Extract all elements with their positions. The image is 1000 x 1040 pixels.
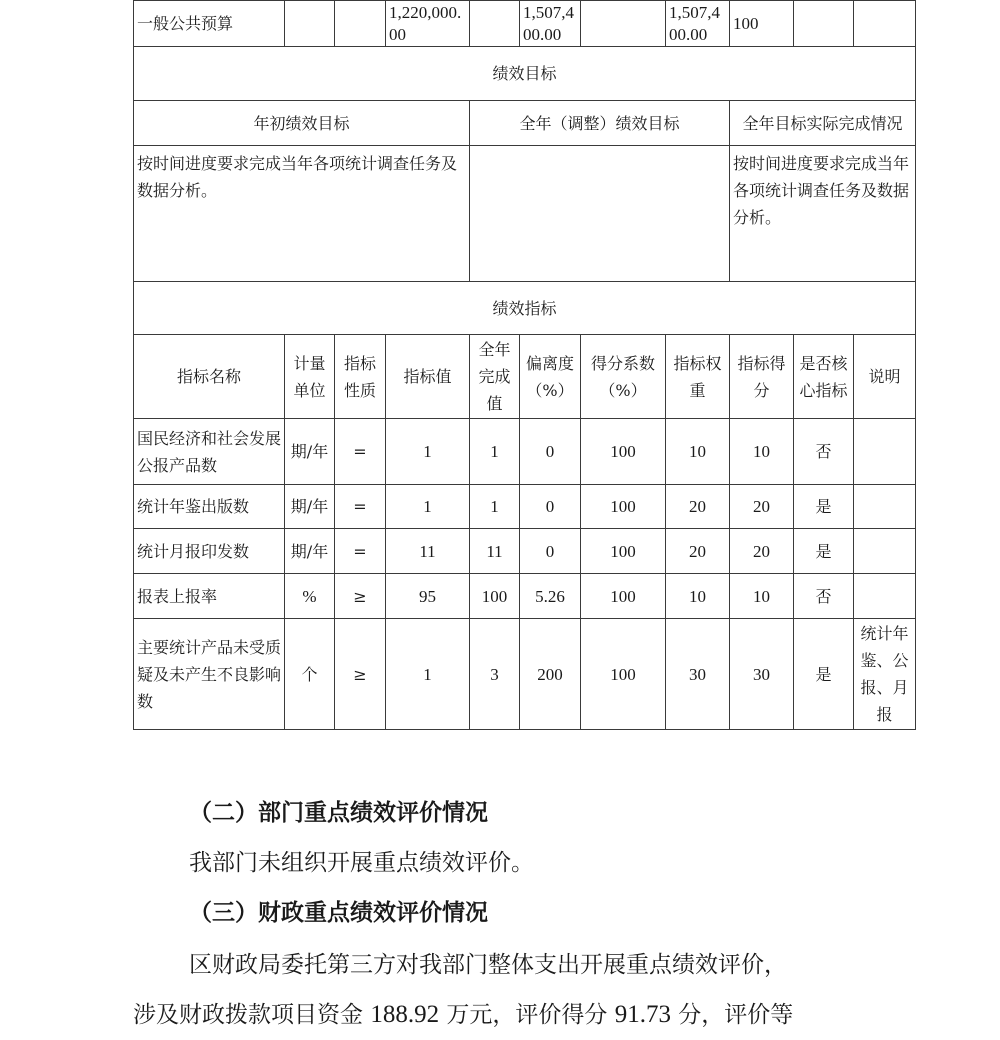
header-nature: 指标性质 [335,335,386,419]
header-score: 指标得分 [730,335,794,419]
funding-cell [794,1,854,47]
funding-cell [581,1,666,47]
indicator-target: 95 [386,574,470,619]
indicator-target: 1 [386,419,470,485]
section-3-body-line1: 区财政局委托第三方对我部门整体支出开展重点绩效评价， [189,952,787,978]
header-actual-value: 全年完成值 [470,335,520,419]
funding-execution-rate: 100 [730,1,794,47]
indicator-core: 否 [794,574,854,619]
header-indicator-name: 指标名称 [134,335,285,419]
indicator-unit: 期/年 [285,419,335,485]
table-row [134,529,916,574]
indicator-note [854,529,916,574]
funding-amount: 188.92 [370,1001,440,1028]
header-core: 是否核心指标 [794,335,854,419]
indicator-note [854,574,916,619]
header-target-value: 指标值 [386,335,470,419]
indicator-weight: 10 [666,574,730,619]
evaluation-score: 91.73 [614,1001,671,1028]
funding-executed: 1,507,400.00 [666,1,730,47]
indicator-name: 报表上报率 [134,574,285,619]
section-3-body-line2 [133,990,923,1040]
indicator-note [854,485,916,529]
goals-header-actual: 全年目标实际完成情况 [730,101,916,146]
indicator-coefficient: 100 [581,485,666,529]
indicator-actual: 3 [470,619,520,730]
indicator-deviation: 0 [520,419,581,485]
indicator-deviation: 0 [520,529,581,574]
section-3-heading: （三）财政重点绩效评价情况 [189,899,488,926]
section-2-heading: （二）部门重点绩效评价情况 [189,799,488,826]
funding-cell [854,1,916,47]
indicator-score: 10 [730,574,794,619]
indicator-deviation: 5.26 [520,574,581,619]
indicator-core: 是 [794,485,854,529]
indicator-score: 20 [730,485,794,529]
indicator-weight: 20 [666,485,730,529]
indicator-name: 国民经济和社会发展公报产品数 [134,419,285,485]
indicator-unit: 个 [285,619,335,730]
indicator-note [854,419,916,485]
indicator-score: 30 [730,619,794,730]
table-row [134,574,916,619]
indicator-actual: 1 [470,419,520,485]
section-3-text: 分，评价等 [670,1002,794,1028]
goals-header-initial: 年初绩效目标 [134,101,470,146]
indicator-nature: ≥ [335,619,386,730]
goals-header-adjusted: 全年（调整）绩效目标 [470,101,730,146]
goals-actual-text: 按时间进度要求完成当年各项统计调查任务及数据分析。 [730,146,916,282]
funding-row [134,1,916,47]
indicator-score: 10 [730,419,794,485]
indicator-deviation: 0 [520,485,581,529]
section-2-body: 我部门未组织开展重点绩效评价。 [189,850,534,876]
funding-label: 一般公共预算 [134,1,285,47]
indicator-actual: 1 [470,485,520,529]
indicator-weight: 20 [666,529,730,574]
indicator-target: 1 [386,619,470,730]
indicator-nature: ≥ [335,574,386,619]
indicators-header-row [134,335,916,419]
table-row [134,419,916,485]
goals-adjusted-text [470,146,730,282]
indicator-coefficient: 100 [581,529,666,574]
indicator-coefficient: 100 [581,619,666,730]
indicator-core: 是 [794,529,854,574]
indicator-core: 是 [794,619,854,730]
indicator-core: 否 [794,419,854,485]
indicator-coefficient: 100 [581,419,666,485]
header-weight: 指标权重 [666,335,730,419]
funding-cell [285,1,335,47]
funding-cell [470,1,520,47]
section-3-text: 涉及财政拨款项目资金 [133,1002,371,1028]
indicator-unit: 期/年 [285,485,335,529]
indicator-target: 1 [386,485,470,529]
indicator-nature: = [335,529,386,574]
indicator-weight: 30 [666,619,730,730]
header-unit: 计量单位 [285,335,335,419]
indicator-nature: = [335,485,386,529]
indicator-target: 11 [386,529,470,574]
table-row [134,619,916,730]
indicators-title: 绩效指标 [134,282,916,335]
indicator-name: 统计月报印发数 [134,529,285,574]
table-row [134,485,916,529]
goals-title: 绩效目标 [134,47,916,101]
indicator-actual: 11 [470,529,520,574]
header-deviation: 偏离度（%） [520,335,581,419]
indicator-score: 20 [730,529,794,574]
indicator-deviation: 200 [520,619,581,730]
funding-cell [335,1,386,47]
indicator-unit: % [285,574,335,619]
performance-table [133,0,916,730]
indicator-name: 统计年鉴出版数 [134,485,285,529]
funding-annual-budget: 1,220,000.00 [386,1,470,47]
indicator-unit: 期/年 [285,529,335,574]
indicator-name: 主要统计产品未受质疑及未产生不良影响数 [134,619,285,730]
funding-adjusted-budget: 1,507,400.00 [520,1,581,47]
indicator-note: 统计年鉴、公报、月报 [854,619,916,730]
header-note: 说明 [854,335,916,419]
goals-initial-text: 按时间进度要求完成当年各项统计调查任务及数据分析。 [134,146,470,282]
indicator-actual: 100 [470,574,520,619]
indicator-weight: 10 [666,419,730,485]
indicator-coefficient: 100 [581,574,666,619]
indicator-nature: = [335,419,386,485]
section-3-text: 万元，评价得分 [439,1002,615,1028]
header-score-coefficient: 得分系数（%） [581,335,666,419]
